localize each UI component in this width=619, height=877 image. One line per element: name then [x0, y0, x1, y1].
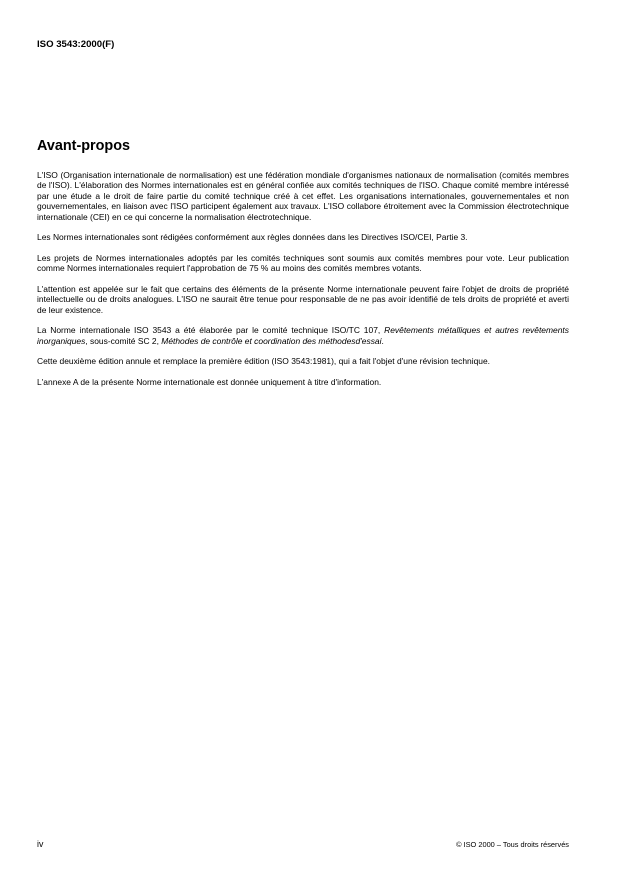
paragraph-annex: L'annexe A de la présente Norme internationale est donnée uniquement à titre d'information. — [37, 376, 382, 387]
document-code: ISO 3543:2000(F) — [37, 39, 115, 50]
paragraph-iso-organisation: L'ISO (Organisation internationale de normalisation) est une fédération mondiale d'organismes nationaux de normalisation (comités membres de l'ISO). L'élaboration des Normes internationales est en général confiée aux comités techniques de l'ISO. Chaque comité membre intéressé par une étude a le droit de faire partie du comité technique créé à cet effet. Les organisations internationales, gouvernementales et non gouvernementales, en liaison avec l'ISO participent également aux travaux. L'ISO collabore étroitement avec la Commission électrotechnique internationale (CEI) en ce qui concerne la normalisation électrotechnique. — [37, 170, 569, 222]
foreword-body — [37, 170, 569, 397]
committee-text-3: . — [381, 335, 384, 346]
section-title: Avant-propos — [37, 138, 131, 154]
paragraph-committee — [37, 325, 569, 346]
paragraph-directives: Les Normes internationales sont rédigées conformément aux règles données dans les Directives ISO/CEI, Partie 3. — [37, 232, 468, 243]
committee-text-1: La Norme internationale ISO 3543 a été élaborée par le comité technique ISO/TC 107, — [37, 325, 385, 336]
page-number: iv — [37, 839, 44, 849]
committee-text-2: , sous-comité SC 2, — [85, 335, 162, 346]
paragraph-voting: Les projets de Normes internationales adoptés par les comités techniques sont soumis aux comités membres pour vote. Leur publication comme Normes internationales requiert l'approbation de 75 % au moins des comités membres votants. — [37, 252, 569, 274]
paragraph-edition: Cette deuxième édition annule et remplace la première édition (ISO 3543:1981), qui a fait l'objet d'une révision technique. — [37, 356, 491, 367]
paragraph-patent-rights: L'attention est appelée sur le fait que certains des éléments de la présente Norme internationale peuvent faire l'objet de droits de propriété intellectuelle ou de droits analogues. L'ISO ne saurait être tenue pour responsable de ne pas avoir identifié de tels droits de propriété et averti de leur existence. — [37, 283, 569, 315]
committee-title: Revêtements métalliques et autres revêtements inorganiques — [37, 325, 569, 346]
copyright-notice: © ISO 2000 – Tous droits réservés — [456, 840, 569, 849]
subcommittee-title: Méthodes de contrôle et coordination des méthodesd'essai — [161, 335, 382, 346]
